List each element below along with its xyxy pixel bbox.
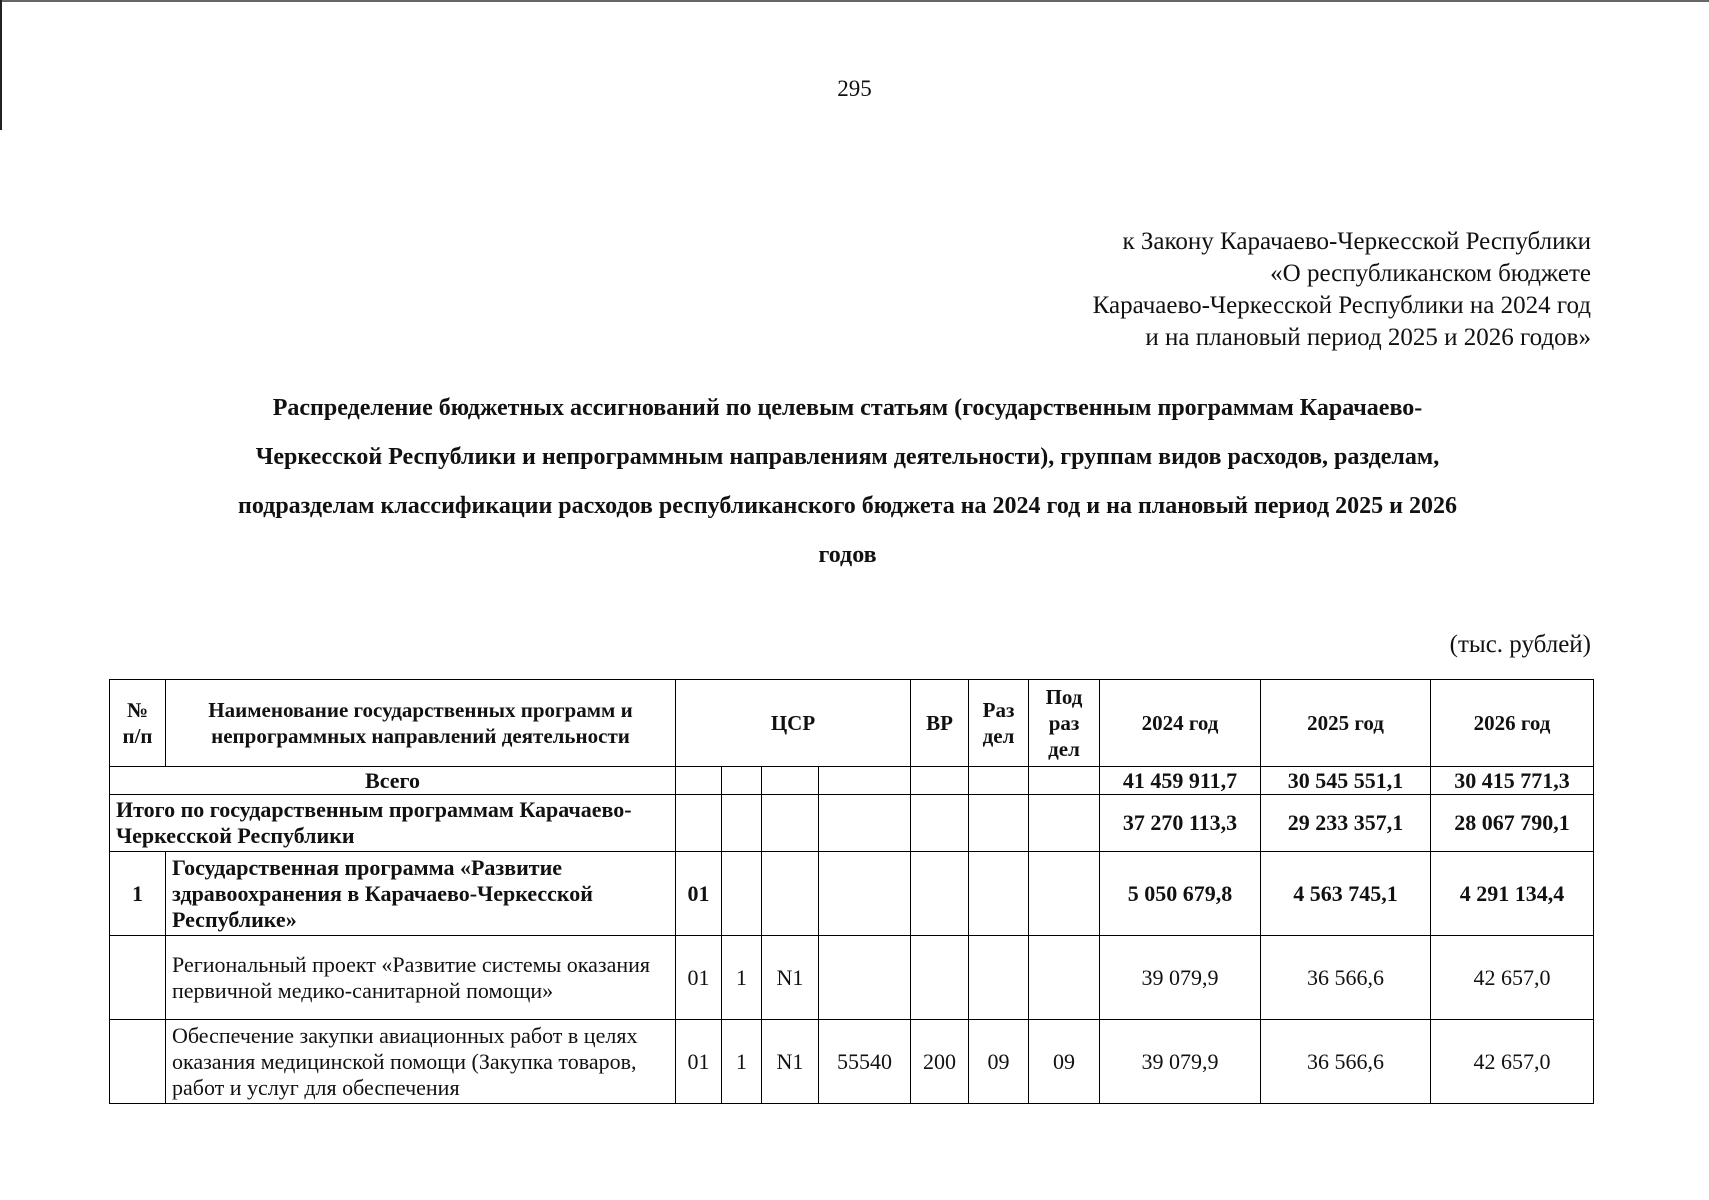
document-title-line: подразделам классификации расходов республиканского бюджета на 2024 год и на плановый период 2025 и 2026 <box>238 493 1457 519</box>
row-2025: 4 563 745,1 <box>1261 852 1431 936</box>
document-title-line: Черкесской Республики и непрограммным направлениям деятельности), группам видов расходов, разделам, <box>255 444 1440 470</box>
row-csr-program: 01 <box>676 1020 722 1104</box>
row-podrazdel <box>1029 852 1100 936</box>
empty-cell <box>969 767 1029 795</box>
row-num <box>110 936 166 1020</box>
empty-cell <box>762 795 819 852</box>
total-2025: 30 545 551,1 <box>1261 767 1431 795</box>
header-podrazdel: Под раз дел <box>1029 680 1100 767</box>
row-2026: 42 657,0 <box>1431 936 1594 1020</box>
row-csr-direction <box>819 852 911 936</box>
row-csr-project: N1 <box>762 936 819 1020</box>
empty-cell <box>1029 767 1100 795</box>
empty-cell <box>676 795 722 852</box>
empty-cell <box>722 767 762 795</box>
row-2026: 42 657,0 <box>1431 1020 1594 1104</box>
header-csr: ЦСР <box>676 680 911 767</box>
row-num <box>110 1020 166 1104</box>
row-razdel <box>969 852 1029 936</box>
total-label: Всего <box>110 767 676 795</box>
row-razdel <box>969 936 1029 1020</box>
row-name: Региональный проект «Развитие системы оказания первичной медико-санитарной помощи» <box>166 936 676 1020</box>
header-razdel: Раз дел <box>969 680 1029 767</box>
row-podrazdel <box>1029 936 1100 1020</box>
header-2026: 2026 год <box>1431 680 1594 767</box>
programs-total-2025: 29 233 357,1 <box>1261 795 1431 852</box>
empty-cell <box>819 767 911 795</box>
law-reference-line: Карачаево-Черкесской Республики на 2024 год <box>1092 292 1591 319</box>
row-2025: 36 566,6 <box>1261 936 1431 1020</box>
programs-total-2026: 28 067 790,1 <box>1431 795 1594 852</box>
table-row <box>110 936 1594 1020</box>
table-header-row <box>110 680 1594 767</box>
programs-total-2024: 37 270 113,3 <box>1100 795 1261 852</box>
row-csr-direction <box>819 936 911 1020</box>
law-reference-line: к Закону Карачаево-Черкесской Республики <box>1122 228 1591 255</box>
row-csr-direction: 55540 <box>819 1020 911 1104</box>
row-2026: 4 291 134,4 <box>1431 852 1594 936</box>
header-2025: 2025 год <box>1261 680 1431 767</box>
row-vr <box>911 852 969 936</box>
row-podrazdel: 09 <box>1029 1020 1100 1104</box>
empty-cell <box>911 767 969 795</box>
total-2026: 30 415 771,3 <box>1431 767 1594 795</box>
row-2024: 5 050 679,8 <box>1100 852 1261 936</box>
row-2025: 36 566,6 <box>1261 1020 1431 1104</box>
row-csr-type: 1 <box>722 936 762 1020</box>
units-label: (тыс. рублей) <box>1449 631 1591 658</box>
row-razdel: 09 <box>969 1020 1029 1104</box>
empty-cell <box>676 767 722 795</box>
law-reference-line: и на плановый период 2025 и 2026 годов» <box>1145 324 1591 351</box>
row-csr-program: 01 <box>676 852 722 936</box>
row-vr: 200 <box>911 1020 969 1104</box>
law-reference-line: «О республиканском бюджете <box>1270 260 1591 287</box>
header-vr: ВР <box>911 680 969 767</box>
empty-cell <box>722 795 762 852</box>
scan-edge-left <box>0 0 2 130</box>
document-title-line: Распределение бюджетных ассигнований по целевым статьям (государственным программам Карачаево- <box>272 395 1423 421</box>
row-name: Государственная программа «Развитие здравоохранения в Карачаево-Черкесской Республике» <box>166 852 676 936</box>
row-2024: 39 079,9 <box>1100 1020 1261 1104</box>
row-csr-project: N1 <box>762 1020 819 1104</box>
row-name: Обеспечение закупки авиационных работ в целях оказания медицинской помощи (Закупка товаров, работ и услуг для обеспечения <box>166 1020 676 1104</box>
empty-cell <box>1029 795 1100 852</box>
budget-table <box>109 679 1594 1104</box>
scan-edge-top <box>0 0 1709 2</box>
row-csr-type <box>722 852 762 936</box>
table-row <box>110 852 1594 936</box>
table-row-total <box>110 767 1594 795</box>
table-row <box>110 1020 1594 1104</box>
row-2024: 39 079,9 <box>1100 936 1261 1020</box>
header-name: Наименование государственных программ и непрограммных направлений деятельности <box>166 680 676 767</box>
document-title-line: годов <box>818 542 877 568</box>
programs-total-label: Итого по государственным программам Карачаево-Черкесской Республики <box>110 795 676 852</box>
row-vr <box>911 936 969 1020</box>
total-2024: 41 459 911,7 <box>1100 767 1261 795</box>
row-csr-program: 01 <box>676 936 722 1020</box>
table-row-programs-total <box>110 795 1594 852</box>
law-reference <box>1093 226 1591 354</box>
document-title <box>110 384 1585 580</box>
empty-cell <box>969 795 1029 852</box>
row-csr-project <box>762 852 819 936</box>
page-number: 295 <box>837 76 872 101</box>
empty-cell <box>911 795 969 852</box>
row-csr-type: 1 <box>722 1020 762 1104</box>
header-num: № п/п <box>110 680 166 767</box>
empty-cell <box>762 767 819 795</box>
header-2024: 2024 год <box>1100 680 1261 767</box>
empty-cell <box>819 795 911 852</box>
row-num: 1 <box>110 852 166 936</box>
